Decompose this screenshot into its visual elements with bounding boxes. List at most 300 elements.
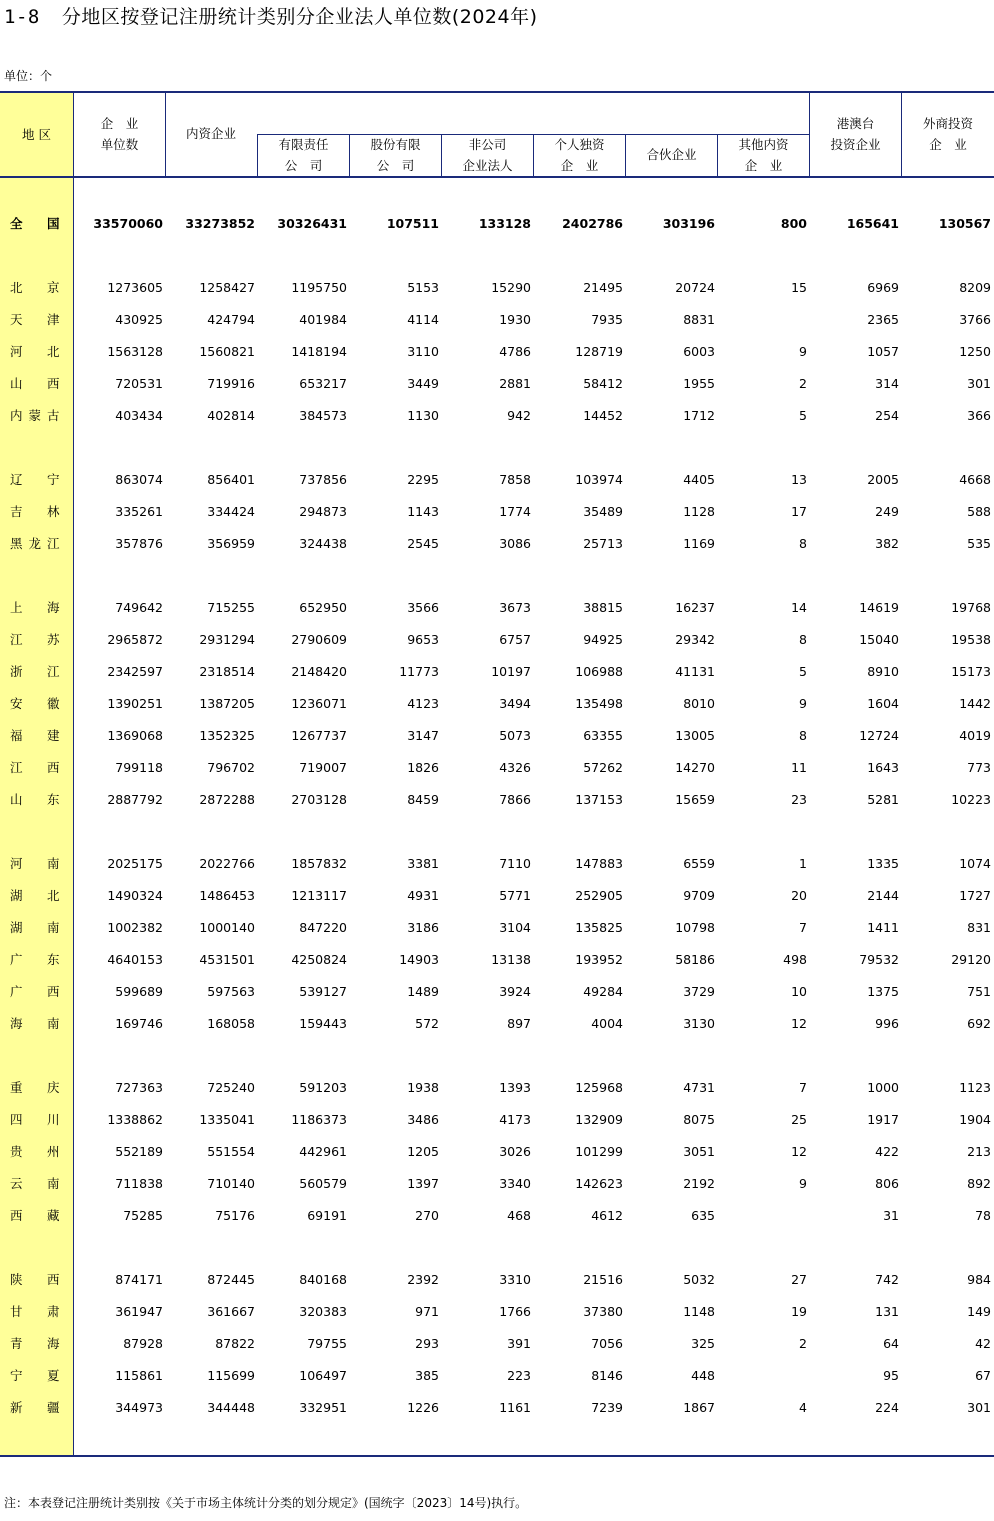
value-cell: 737856 — [299, 472, 347, 487]
value-cell: 361947 — [115, 1304, 163, 1319]
table-row — [0, 1296, 994, 1328]
value-cell: 1442 — [959, 696, 991, 711]
value-cell: 1563128 — [107, 344, 163, 359]
table-row — [0, 368, 994, 400]
value-cell: 38815 — [583, 600, 623, 615]
region-cell: 江 苏 — [10, 632, 66, 647]
value-cell: 468 — [507, 1208, 531, 1223]
value-cell: 165641 — [846, 216, 899, 231]
value-cell: 2881 — [499, 376, 531, 391]
region-cell: 海 南 — [10, 1016, 66, 1031]
value-cell: 422 — [875, 1144, 899, 1159]
table-row — [0, 1104, 994, 1136]
value-cell: 1489 — [407, 984, 439, 999]
region-cell: 安 徽 — [10, 696, 66, 711]
value-cell: 4612 — [591, 1208, 623, 1223]
header-foreign: 外商投资 企 业 — [922, 116, 973, 152]
value-cell: 3566 — [407, 600, 439, 615]
value-cell: 344973 — [115, 1400, 163, 1415]
region-cell: 新 疆 — [10, 1400, 66, 1415]
value-cell: 1390251 — [107, 696, 163, 711]
value-cell: 1857832 — [291, 856, 347, 871]
value-cell: 749642 — [115, 600, 163, 615]
value-cell: 1000140 — [199, 920, 255, 935]
value-cell: 5032 — [683, 1272, 715, 1287]
value-cell: 2402786 — [562, 216, 623, 231]
value-cell: 294873 — [299, 504, 347, 519]
value-cell: 800 — [780, 216, 807, 231]
header-partnership: 合伙企业 — [646, 147, 697, 162]
value-cell: 2318514 — [199, 664, 255, 679]
value-cell: 3110 — [407, 344, 439, 359]
value-cell: 847220 — [299, 920, 347, 935]
value-cell: 4786 — [499, 344, 531, 359]
table-row — [0, 1264, 994, 1296]
value-cell: 224 — [875, 1400, 899, 1415]
table-row — [0, 1328, 994, 1360]
region-cell: 甘 肃 — [10, 1304, 66, 1319]
value-cell: 2342597 — [107, 664, 163, 679]
table-row — [0, 272, 994, 304]
value-cell: 5 — [799, 664, 807, 679]
value-cell: 4640153 — [107, 952, 163, 967]
value-cell: 9 — [799, 1176, 807, 1191]
value-cell: 2887792 — [107, 792, 163, 807]
value-cell: 1375 — [867, 984, 899, 999]
table-title: 分地区按登记注册统计类别分企业法人单位数(2024年) — [61, 6, 538, 28]
region-cell: 河 南 — [10, 856, 66, 871]
value-cell: 897 — [507, 1016, 531, 1031]
region-cell: 河 北 — [10, 344, 66, 359]
value-cell: 25713 — [583, 536, 623, 551]
value-cell: 21495 — [583, 280, 623, 295]
value-cell: 727363 — [115, 1080, 163, 1095]
region-cell: 湖 南 — [10, 920, 66, 935]
region-cell: 上 海 — [10, 600, 66, 615]
value-cell: 3130 — [683, 1016, 715, 1031]
value-cell: 49284 — [583, 984, 623, 999]
value-cell: 64 — [883, 1336, 899, 1351]
value-cell: 7 — [799, 1080, 807, 1095]
region-cell: 云 南 — [10, 1176, 66, 1191]
value-cell: 4123 — [407, 696, 439, 711]
value-cell: 2144 — [867, 888, 899, 903]
value-cell: 94925 — [583, 632, 623, 647]
value-cell: 135498 — [575, 696, 623, 711]
value-cell: 773 — [967, 760, 991, 775]
table-row — [0, 304, 994, 336]
value-cell: 831 — [967, 920, 991, 935]
value-cell: 5281 — [867, 792, 899, 807]
value-cell: 168058 — [207, 1016, 255, 1031]
value-cell: 87928 — [123, 1336, 163, 1351]
value-cell: 2005 — [867, 472, 899, 487]
value-cell: 193952 — [575, 952, 623, 967]
value-cell: 5771 — [499, 888, 531, 903]
value-cell: 15 — [791, 280, 807, 295]
table-row — [0, 528, 994, 560]
value-cell: 30326431 — [277, 216, 347, 231]
value-cell: 401984 — [299, 312, 347, 327]
value-cell: 125968 — [575, 1080, 623, 1095]
value-cell: 1258427 — [199, 280, 255, 295]
header-bottom-line — [0, 176, 994, 178]
value-cell: 3486 — [407, 1112, 439, 1127]
value-cell: 2872288 — [199, 792, 255, 807]
value-cell: 539127 — [299, 984, 347, 999]
value-cell: 1130 — [407, 408, 439, 423]
value-cell: 1490324 — [107, 888, 163, 903]
value-cell: 1712 — [683, 408, 715, 423]
value-cell: 334424 — [207, 504, 255, 519]
value-cell: 7858 — [499, 472, 531, 487]
value-cell: 20 — [791, 888, 807, 903]
value-cell: 402814 — [207, 408, 255, 423]
region-cell: 黑龙江 — [10, 536, 66, 551]
value-cell: 324438 — [299, 536, 347, 551]
value-cell: 725240 — [207, 1080, 255, 1095]
value-cell: 3673 — [499, 600, 531, 615]
value-cell: 572 — [415, 1016, 439, 1031]
region-cell: 江 西 — [10, 760, 66, 775]
value-cell: 7866 — [499, 792, 531, 807]
value-cell: 1143 — [407, 504, 439, 519]
value-cell: 742 — [875, 1272, 899, 1287]
value-cell: 2365 — [867, 312, 899, 327]
value-cell: 996 — [875, 1016, 899, 1031]
value-cell: 1727 — [959, 888, 991, 903]
value-cell: 1250 — [959, 344, 991, 359]
region-cell: 广 西 — [10, 984, 66, 999]
value-cell: 874171 — [115, 1272, 163, 1287]
value-cell: 5073 — [499, 728, 531, 743]
value-cell: 303196 — [662, 216, 715, 231]
value-cell: 6757 — [499, 632, 531, 647]
page-title — [4, 4, 538, 30]
value-cell: 7935 — [591, 312, 623, 327]
table-row — [0, 336, 994, 368]
header-region: 地 区 — [22, 127, 51, 142]
value-cell: 799118 — [115, 760, 163, 775]
value-cell: 8010 — [683, 696, 715, 711]
value-cell: 2 — [799, 376, 807, 391]
value-cell: 3766 — [959, 312, 991, 327]
value-cell: 715255 — [207, 600, 255, 615]
value-cell: 10 — [791, 984, 807, 999]
value-cell: 8831 — [683, 312, 715, 327]
value-cell: 6559 — [683, 856, 715, 871]
region-cell: 辽 宁 — [10, 472, 66, 487]
region-cell: 广 东 — [10, 952, 66, 967]
table-row — [0, 1168, 994, 1200]
value-cell: 14452 — [583, 408, 623, 423]
value-cell: 8 — [799, 632, 807, 647]
region-cell: 天 津 — [10, 312, 66, 327]
value-cell: 361667 — [207, 1304, 255, 1319]
value-cell: 382 — [875, 536, 899, 551]
region-cell: 贵 州 — [10, 1144, 66, 1159]
value-cell: 42 — [975, 1336, 991, 1351]
value-cell: 796702 — [207, 760, 255, 775]
value-cell: 1387205 — [199, 696, 255, 711]
value-cell: 75285 — [123, 1208, 163, 1223]
value-cell: 325 — [691, 1336, 715, 1351]
value-cell: 320383 — [299, 1304, 347, 1319]
value-cell: 4114 — [407, 312, 439, 327]
value-cell: 692 — [967, 1016, 991, 1031]
header-total: 企 业 单位数 — [100, 116, 139, 152]
value-cell: 12 — [791, 1144, 807, 1159]
value-cell: 719916 — [207, 376, 255, 391]
value-cell: 132909 — [575, 1112, 623, 1127]
value-cell: 498 — [783, 952, 807, 967]
value-cell: 10197 — [491, 664, 531, 679]
region-cell: 福 建 — [10, 728, 66, 743]
value-cell: 1148 — [683, 1304, 715, 1319]
value-cell: 15173 — [951, 664, 991, 679]
value-cell: 3026 — [499, 1144, 531, 1159]
value-cell: 1236071 — [291, 696, 347, 711]
region-cell: 宁 夏 — [10, 1368, 66, 1383]
value-cell: 1195750 — [291, 280, 347, 295]
value-cell: 1074 — [959, 856, 991, 871]
table-row — [0, 944, 994, 976]
value-cell: 15040 — [859, 632, 899, 647]
value-cell: 1161 — [499, 1400, 531, 1415]
region-cell: 四 川 — [10, 1112, 66, 1127]
value-cell: 29342 — [675, 632, 715, 647]
value-cell: 9 — [799, 696, 807, 711]
value-cell: 4931 — [407, 888, 439, 903]
region-cell: 山 东 — [10, 792, 66, 807]
value-cell: 384573 — [299, 408, 347, 423]
value-cell: 653217 — [299, 376, 347, 391]
footnote: 注：本表登记注册统计类别按《关于市场主体统计分类的划分规定》(国统字〔2023〕14号)执行。 — [4, 1496, 528, 1510]
value-cell: 1352325 — [199, 728, 255, 743]
value-cell: 424794 — [207, 312, 255, 327]
value-cell: 131 — [875, 1304, 899, 1319]
value-cell: 385 — [415, 1368, 439, 1383]
value-cell: 1955 — [683, 376, 715, 391]
table-row — [0, 1200, 994, 1232]
value-cell: 8075 — [683, 1112, 715, 1127]
value-cell: 31 — [883, 1208, 899, 1223]
value-cell: 142623 — [575, 1176, 623, 1191]
table-row — [0, 656, 994, 688]
value-cell: 69191 — [307, 1208, 347, 1223]
value-cell: 2 — [799, 1336, 807, 1351]
value-cell: 11 — [791, 760, 807, 775]
value-cell: 314 — [875, 376, 899, 391]
value-cell: 430925 — [115, 312, 163, 327]
value-cell: 551554 — [207, 1144, 255, 1159]
table-row — [0, 1008, 994, 1040]
value-cell: 6969 — [867, 280, 899, 295]
value-cell: 751 — [967, 984, 991, 999]
value-cell: 3494 — [499, 696, 531, 711]
value-cell: 19538 — [951, 632, 991, 647]
value-cell: 75176 — [215, 1208, 255, 1223]
value-cell: 2392 — [407, 1272, 439, 1287]
value-cell: 8 — [799, 536, 807, 551]
value-cell: 984 — [967, 1272, 991, 1287]
value-cell: 13005 — [675, 728, 715, 743]
value-cell: 101299 — [575, 1144, 623, 1159]
value-cell: 1826 — [407, 760, 439, 775]
value-cell: 1335041 — [199, 1112, 255, 1127]
region-cell: 重 庆 — [10, 1080, 66, 1095]
value-cell: 2148420 — [291, 664, 347, 679]
value-cell: 33273852 — [185, 216, 255, 231]
value-cell: 635 — [691, 1208, 715, 1223]
value-cell: 103974 — [575, 472, 623, 487]
table-row — [0, 848, 994, 880]
value-cell: 1643 — [867, 760, 899, 775]
value-cell: 128719 — [575, 344, 623, 359]
value-cell: 254 — [875, 408, 899, 423]
value-cell: 2703128 — [291, 792, 347, 807]
value-cell: 442961 — [299, 1144, 347, 1159]
header-non-company: 非公司 企业法人 — [462, 137, 513, 173]
value-cell: 7056 — [591, 1336, 623, 1351]
value-cell: 1560821 — [199, 344, 255, 359]
value-cell: 863074 — [115, 472, 163, 487]
value-cell: 2295 — [407, 472, 439, 487]
value-cell: 147883 — [575, 856, 623, 871]
value-cell: 1393 — [499, 1080, 531, 1095]
value-cell: 14903 — [399, 952, 439, 967]
table-row — [0, 880, 994, 912]
value-cell: 95 — [883, 1368, 899, 1383]
value-cell: 1397 — [407, 1176, 439, 1191]
value-cell: 535 — [967, 536, 991, 551]
table-row — [0, 400, 994, 432]
value-cell: 1411 — [867, 920, 899, 935]
value-cell: 23 — [791, 792, 807, 807]
value-cell: 1226 — [407, 1400, 439, 1415]
value-cell: 4 — [799, 1400, 807, 1415]
value-cell: 3051 — [683, 1144, 715, 1159]
value-cell: 1335 — [867, 856, 899, 871]
header-joint-stock: 股份有限 公 司 — [370, 137, 421, 173]
value-cell: 8146 — [591, 1368, 623, 1383]
value-cell: 1867 — [683, 1400, 715, 1415]
value-cell: 1213117 — [291, 888, 347, 903]
value-cell: 293 — [415, 1336, 439, 1351]
value-cell: 1904 — [959, 1112, 991, 1127]
value-cell: 41131 — [675, 664, 715, 679]
value-cell: 301 — [967, 376, 991, 391]
value-cell: 15659 — [675, 792, 715, 807]
value-cell: 78 — [975, 1208, 991, 1223]
value-cell: 892 — [967, 1176, 991, 1191]
value-cell: 9709 — [683, 888, 715, 903]
value-cell: 4731 — [683, 1080, 715, 1095]
value-cell: 1273605 — [107, 280, 163, 295]
region-cell: 内蒙古 — [10, 408, 66, 423]
value-cell: 3147 — [407, 728, 439, 743]
value-cell: 1123 — [959, 1080, 991, 1095]
value-cell: 1774 — [499, 504, 531, 519]
header-hmt: 港澳台 投资企业 — [830, 116, 881, 152]
value-cell: 4405 — [683, 472, 715, 487]
value-cell: 4326 — [499, 760, 531, 775]
value-cell: 10798 — [675, 920, 715, 935]
value-cell: 2022766 — [199, 856, 255, 871]
value-cell: 2931294 — [199, 632, 255, 647]
value-cell: 9 — [799, 344, 807, 359]
value-cell: 15290 — [491, 280, 531, 295]
table-row — [0, 912, 994, 944]
value-cell: 9653 — [407, 632, 439, 647]
value-cell: 591203 — [299, 1080, 347, 1095]
table-row-total — [0, 208, 994, 240]
value-cell: 4019 — [959, 728, 991, 743]
table-row — [0, 1072, 994, 1104]
value-cell: 12724 — [859, 728, 899, 743]
table-row — [0, 752, 994, 784]
region-cell: 吉 林 — [10, 504, 66, 519]
value-cell: 356959 — [207, 536, 255, 551]
value-cell: 344448 — [207, 1400, 255, 1415]
table-row — [0, 976, 994, 1008]
value-cell: 135825 — [575, 920, 623, 935]
table-row — [0, 1136, 994, 1168]
value-cell: 5153 — [407, 280, 439, 295]
value-cell: 115861 — [115, 1368, 163, 1383]
value-cell: 856401 — [207, 472, 255, 487]
table-row — [0, 1392, 994, 1424]
value-cell: 106497 — [299, 1368, 347, 1383]
value-cell: 711838 — [115, 1176, 163, 1191]
value-cell: 37380 — [583, 1304, 623, 1319]
value-cell: 21516 — [583, 1272, 623, 1287]
value-cell: 133128 — [478, 216, 531, 231]
value-cell: 16237 — [675, 600, 715, 615]
value-cell: 6003 — [683, 344, 715, 359]
region-cell: 北 京 — [10, 280, 66, 295]
value-cell: 115699 — [207, 1368, 255, 1383]
value-cell: 335261 — [115, 504, 163, 519]
value-cell: 8209 — [959, 280, 991, 295]
value-cell: 1186373 — [291, 1112, 347, 1127]
value-cell: 14619 — [859, 600, 899, 615]
table-row — [0, 624, 994, 656]
value-cell: 1205 — [407, 1144, 439, 1159]
value-cell: 8910 — [867, 664, 899, 679]
value-cell: 2545 — [407, 536, 439, 551]
value-cell: 14 — [791, 600, 807, 615]
value-cell: 8459 — [407, 792, 439, 807]
value-cell: 840168 — [299, 1272, 347, 1287]
value-cell: 2790609 — [291, 632, 347, 647]
value-cell: 149 — [967, 1304, 991, 1319]
value-cell: 1766 — [499, 1304, 531, 1319]
value-cell: 106988 — [575, 664, 623, 679]
header-domestic: 内资企业 — [185, 126, 236, 141]
region-cell: 浙 江 — [10, 664, 66, 679]
value-cell: 19 — [791, 1304, 807, 1319]
value-cell: 3924 — [499, 984, 531, 999]
unit-label: 单位：个 — [4, 69, 53, 83]
value-cell: 63355 — [583, 728, 623, 743]
value-cell: 252905 — [575, 888, 623, 903]
region-cell: 山 西 — [10, 376, 66, 391]
value-cell: 2025175 — [107, 856, 163, 871]
value-cell: 1917 — [867, 1112, 899, 1127]
table-row — [0, 464, 994, 496]
value-cell: 270 — [415, 1208, 439, 1223]
